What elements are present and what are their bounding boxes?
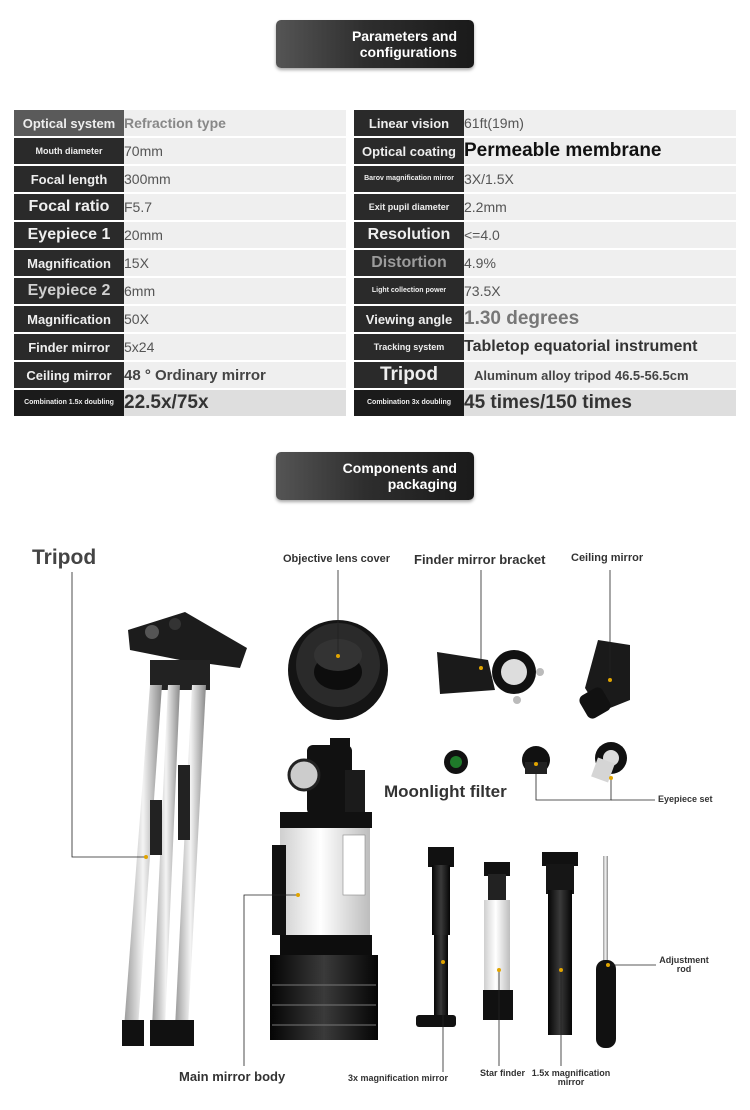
param-label: Magnification [14,306,124,332]
adjustment-rod-image [596,856,616,1048]
param-label: Linear vision [354,110,464,136]
param-label: Optical coating [354,138,464,164]
param-value: 2.2mm [464,194,736,220]
banner-line: Parameters and [351,28,457,44]
leader-dots [144,654,613,972]
label-ceiling-mirror: Ceiling mirror [571,552,644,564]
param-value: 300mm [124,166,346,192]
label-tripod: Tripod [32,546,97,569]
param-value: 50X [124,306,346,332]
barlow-3x-image [416,847,456,1027]
param-value: 48 ° Ordinary mirror [124,362,346,388]
param-label: Focal ratio [14,194,124,220]
ceiling-mirror-image [577,640,630,721]
param-value: 45 times/150 times [464,390,736,416]
param-value: 73.5X [464,278,736,304]
param-value: Aluminum alloy tripod 46.5-56.5cm [464,362,736,388]
param-value: Refraction type [124,110,346,136]
param-label: Tracking system [354,334,464,360]
label-eyepiece-set: Eyepiece set [658,794,713,804]
param-label: Eyepiece 1 [14,222,124,248]
param-value: F5.7 [124,194,346,220]
param-value: 61ft(19m) [464,110,736,136]
param-label: Combination 3x doubling [354,390,464,416]
param-label: Distortion [354,250,464,276]
label-1-5x-magnification-mirror: 1.5x magnification mirror [531,1068,611,1087]
param-label: Eyepiece 2 [14,278,124,304]
param-value: 3X/1.5X [464,166,736,192]
param-label: Light collection power [354,278,464,304]
main-body-image [270,738,378,1040]
param-value: Tabletop equatorial instrument [464,334,736,360]
param-label: Viewing angle [354,306,464,332]
tripod-image [122,612,247,1046]
star-finder-image [483,862,513,1020]
param-value: Permeable membrane [464,138,736,164]
banner-line: configurations [359,44,457,60]
label-objective-lens-cover: Objective lens cover [283,553,390,565]
param-value: 1.30 degrees [464,306,736,332]
param-value: 4.9% [464,250,736,276]
label-finder-mirror-bracket: Finder mirror bracket [414,552,546,567]
banner-line: Components and [342,460,457,476]
param-label: Finder mirror [14,334,124,360]
label-star-finder: Star finder [480,1068,526,1078]
label-adjustment-rod: Adjustment rod [659,955,709,974]
param-label: Magnification [14,250,124,276]
label-moonlight-filter: Moonlight filter [384,782,507,801]
param-value: 70mm [124,138,346,164]
param-value: 6mm [124,278,346,304]
param-value: 15X [124,250,346,276]
param-value: 5x24 [124,334,346,360]
param-label: Resolution [354,222,464,248]
param-label: Combination 1.5x doubling [14,390,124,416]
param-label: Exit pupil diameter [354,194,464,220]
param-label: Mouth diameter [14,138,124,164]
param-label: Optical system [14,110,124,136]
param-label: Focal length [14,166,124,192]
param-value: <=4.0 [464,222,736,248]
param-label: Ceiling mirror [14,362,124,388]
label-3x-magnification-mirror: 3x magnification mirror [348,1073,449,1083]
param-label: Barov magnification mirror [354,166,464,192]
barlow-1_5x-image [542,852,578,1035]
finder-bracket-image [437,650,544,704]
param-value: 20mm [124,222,346,248]
banner-line: packaging [387,476,457,492]
label-main-mirror-body: Main mirror body [179,1069,286,1084]
param-label: Tripod [354,362,464,388]
param-value: 22.5x/75x [124,390,346,416]
